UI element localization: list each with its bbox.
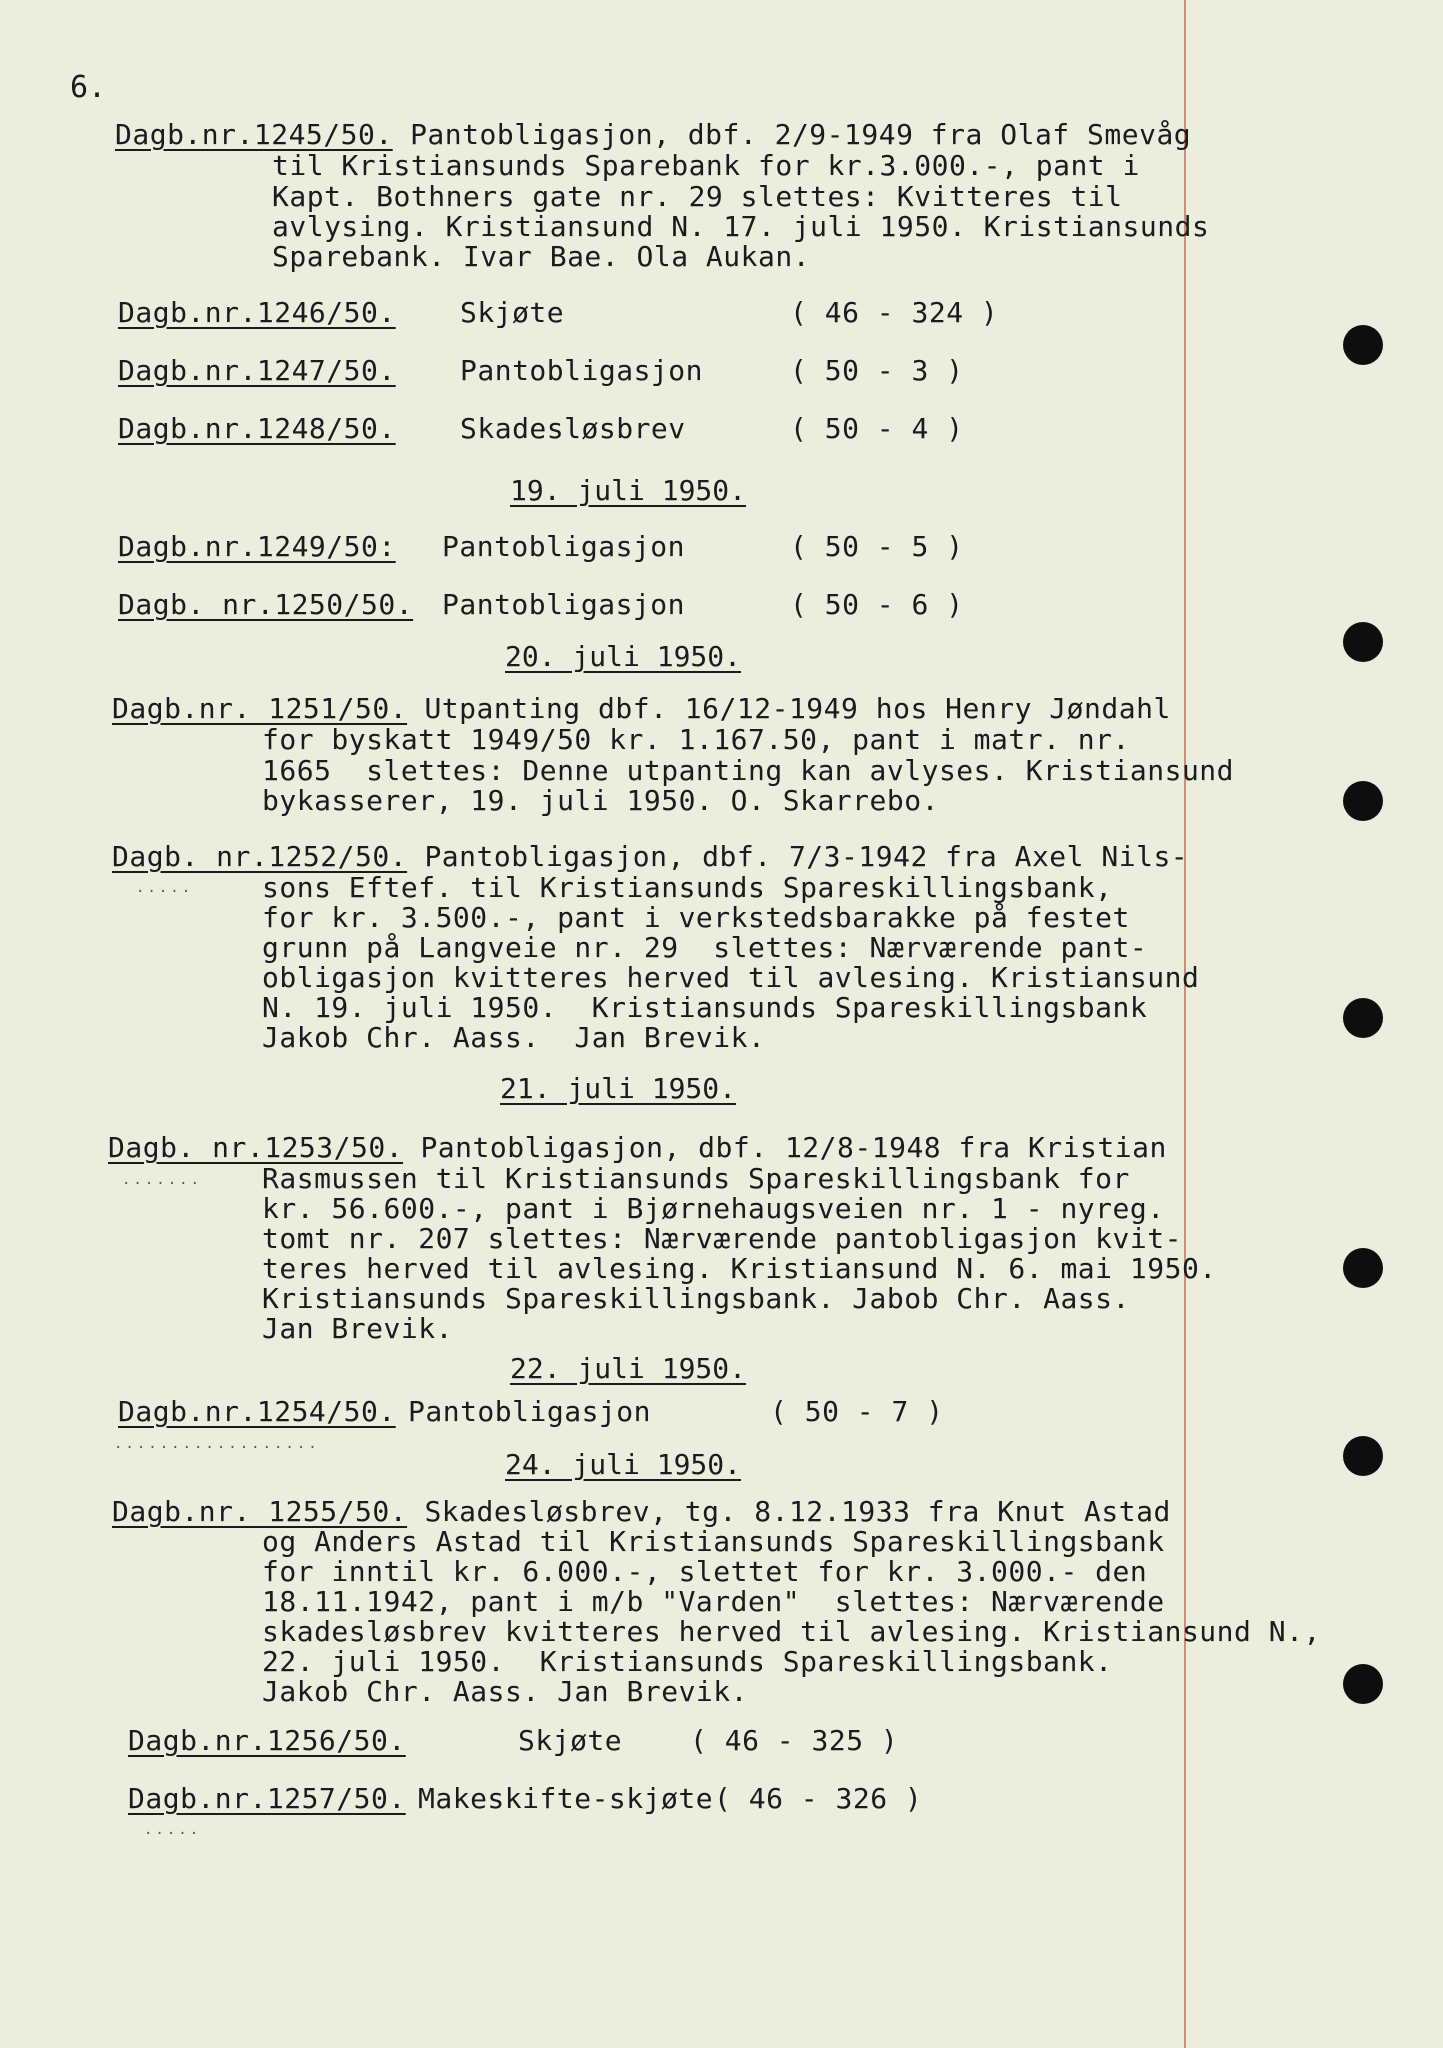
entry-1254 xyxy=(118,1397,396,1427)
entry-1246 xyxy=(118,298,396,328)
entry-ref: Dagb. nr.1250/50. xyxy=(118,588,414,621)
entry-1255 xyxy=(112,1497,1171,1527)
dotted-mark: ..... xyxy=(144,1822,202,1838)
entry-text-line: til Kristiansunds Sparebank for kr.3.000.-, pant i xyxy=(272,149,1140,182)
entry-text-line: Kristiansunds Spareskillingsbank. Jabob Chr. Aass. xyxy=(262,1282,1130,1315)
entry-text-line: N. 19. juli 1950. Kristiansunds Spareskillingsbank xyxy=(262,991,1148,1024)
date-heading: 21. juli 1950. xyxy=(500,1072,737,1105)
entry-text-line: og Anders Astad til Kristiansunds Spareskillingsbank xyxy=(262,1525,1165,1558)
entry-text-line: Jakob Chr. Aass. Jan Brevik. xyxy=(262,1021,766,1054)
entry-ref: Dagb.nr. 1251/50. xyxy=(112,692,408,725)
entry-page-ref: ( 50 - 6 ) xyxy=(790,588,964,621)
entry-page-ref: ( 50 - 3 ) xyxy=(790,354,964,387)
entry-page-ref: ( 46 - 326 ) xyxy=(714,1782,923,1815)
entry-text-line: Kapt. Bothners gate nr. 29 slettes: Kvitteres til xyxy=(272,180,1123,213)
entry-text-line: teres herved til avlesing. Kristiansund N. 6. mai 1950. xyxy=(262,1252,1217,1285)
date-heading: 19. juli 1950. xyxy=(510,474,747,507)
entry-type: Skjøte xyxy=(518,1724,623,1757)
entry-ref: Dagb.nr.1254/50. xyxy=(118,1395,396,1428)
entry-text-line: sons Eftef. til Kristiansunds Spareskillingsbank, xyxy=(262,871,1113,904)
entry-text-line: for inntil kr. 6.000.-, slettet for kr. 3.000.- den xyxy=(262,1555,1148,1588)
entry-text-line: kr. 56.600.-, pant i Bjørnehaugsveien nr. 1 - nyreg. xyxy=(262,1192,1165,1225)
entry-ref: Dagb.nr. 1255/50. xyxy=(112,1495,408,1528)
entry-text-line: skadesløsbrev kvitteres herved til avlesing. Kristiansund N., xyxy=(262,1615,1321,1648)
entry-ref: Dagb.nr.1249/50: xyxy=(118,530,396,563)
entry-text-line: Pantobligasjon, dbf. 12/8-1948 fra Kristian xyxy=(420,1131,1167,1164)
entry-text-line: Rasmussen til Kristiansunds Spareskillingsbank for xyxy=(262,1162,1130,1195)
entry-type: Pantobligasjon xyxy=(442,588,686,621)
entry-type: Skjøte xyxy=(460,296,565,329)
page-number: 6. xyxy=(70,70,107,105)
entry-page-ref: ( 50 - 5 ) xyxy=(790,530,964,563)
entry-text-line: Skadesløsbrev, tg. 8.12.1933 fra Knut Astad xyxy=(424,1495,1171,1528)
entry-text-line: Pantobligasjon, dbf. 2/9-1949 fra Olaf Smevåg xyxy=(410,118,1192,151)
binder-hole-4 xyxy=(1343,998,1383,1038)
entry-ref: Dagb.nr.1256/50. xyxy=(128,1724,406,1757)
dotted-mark: ....... xyxy=(122,1172,203,1188)
entry-1256 xyxy=(128,1726,406,1756)
entry-type: Skadesløsbrev xyxy=(460,412,686,445)
entry-text-line: Jakob Chr. Aass. Jan Brevik. xyxy=(262,1675,749,1708)
entry-text-line: 22. juli 1950. Kristiansunds Spareskillingsbank. xyxy=(262,1645,1113,1678)
entry-ref: Dagb. nr.1253/50. xyxy=(108,1131,404,1164)
entry-text-line: grunn på Langveie nr. 29 slettes: Nærværende pant- xyxy=(262,931,1148,964)
binder-hole-1 xyxy=(1343,325,1383,365)
binder-hole-6 xyxy=(1343,1436,1383,1476)
entry-type: Pantobligasjon xyxy=(442,530,686,563)
red-margin-line xyxy=(1184,0,1186,2048)
entry-page-ref: ( 50 - 7 ) xyxy=(770,1395,944,1428)
entry-1248 xyxy=(118,414,396,444)
entry-text-line: for byskatt 1949/50 kr. 1.167.50, pant i matr. nr. xyxy=(262,723,1130,756)
entry-ref: Dagb.nr.1248/50. xyxy=(118,412,396,445)
entry-1245 xyxy=(115,120,1191,150)
entry-ref: Dagb.nr.1245/50. xyxy=(115,118,393,151)
dotted-mark: .................. xyxy=(114,1436,320,1452)
entry-type: Pantobligasjon xyxy=(460,354,704,387)
entry-1250 xyxy=(118,590,413,620)
entry-text-line: Sparebank. Ivar Bae. Ola Aukan. xyxy=(272,240,811,273)
dotted-mark: ..... xyxy=(136,880,194,896)
date-heading: 22. juli 1950. xyxy=(510,1352,747,1385)
binder-hole-3 xyxy=(1343,781,1383,821)
entry-1249 xyxy=(118,532,396,562)
entry-page-ref: ( 50 - 4 ) xyxy=(790,412,964,445)
binder-hole-7 xyxy=(1343,1664,1383,1704)
entry-text-line: bykasserer, 19. juli 1950. O. Skarrebo. xyxy=(262,784,939,817)
entry-1253 xyxy=(108,1133,1167,1163)
binder-hole-5 xyxy=(1343,1248,1383,1288)
entry-text-line: 18.11.1942, pant i m/b "Varden" slettes: Nærværende xyxy=(262,1585,1165,1618)
date-heading: 20. juli 1950. xyxy=(505,640,742,673)
entry-ref: Dagb.nr.1257/50. xyxy=(128,1782,406,1815)
entry-ref: Dagb. nr.1252/50. xyxy=(112,840,408,873)
entry-text-line: tomt nr. 207 slettes: Nærværende pantobligasjon kvit- xyxy=(262,1222,1182,1255)
entry-1257 xyxy=(128,1784,406,1814)
entry-text-line: Pantobligasjon, dbf. 7/3-1942 fra Axel Nils- xyxy=(424,840,1189,873)
date-heading: 24. juli 1950. xyxy=(505,1448,742,1481)
entry-text-line: for kr. 3.500.-, pant i verkstedsbarakke på festet xyxy=(262,901,1130,934)
entry-text-line: avlysing. Kristiansund N. 17. juli 1950. Kristiansunds xyxy=(272,210,1210,243)
entry-text-line: Utpanting dbf. 16/12-1949 hos Henry Jøndahl xyxy=(424,692,1171,725)
entry-1251 xyxy=(112,694,1171,724)
entry-type: Pantobligasjon xyxy=(408,1395,652,1428)
entry-1247 xyxy=(118,356,396,386)
entry-text-line: Jan Brevik. xyxy=(262,1312,453,1345)
entry-type: Makeskifte-skjøte xyxy=(418,1782,714,1815)
entry-text-line: 1665 slettes: Denne utpanting kan avlyses. Kristiansund xyxy=(262,754,1235,787)
entry-ref: Dagb.nr.1247/50. xyxy=(118,354,396,387)
entry-page-ref: ( 46 - 325 ) xyxy=(690,1724,899,1757)
entry-1252 xyxy=(112,842,1188,872)
binder-hole-2 xyxy=(1343,622,1383,662)
entry-text-line: obligasjon kvitteres herved til avlesing. Kristiansund xyxy=(262,961,1200,994)
entry-page-ref: ( 46 - 324 ) xyxy=(790,296,999,329)
entry-ref: Dagb.nr.1246/50. xyxy=(118,296,396,329)
